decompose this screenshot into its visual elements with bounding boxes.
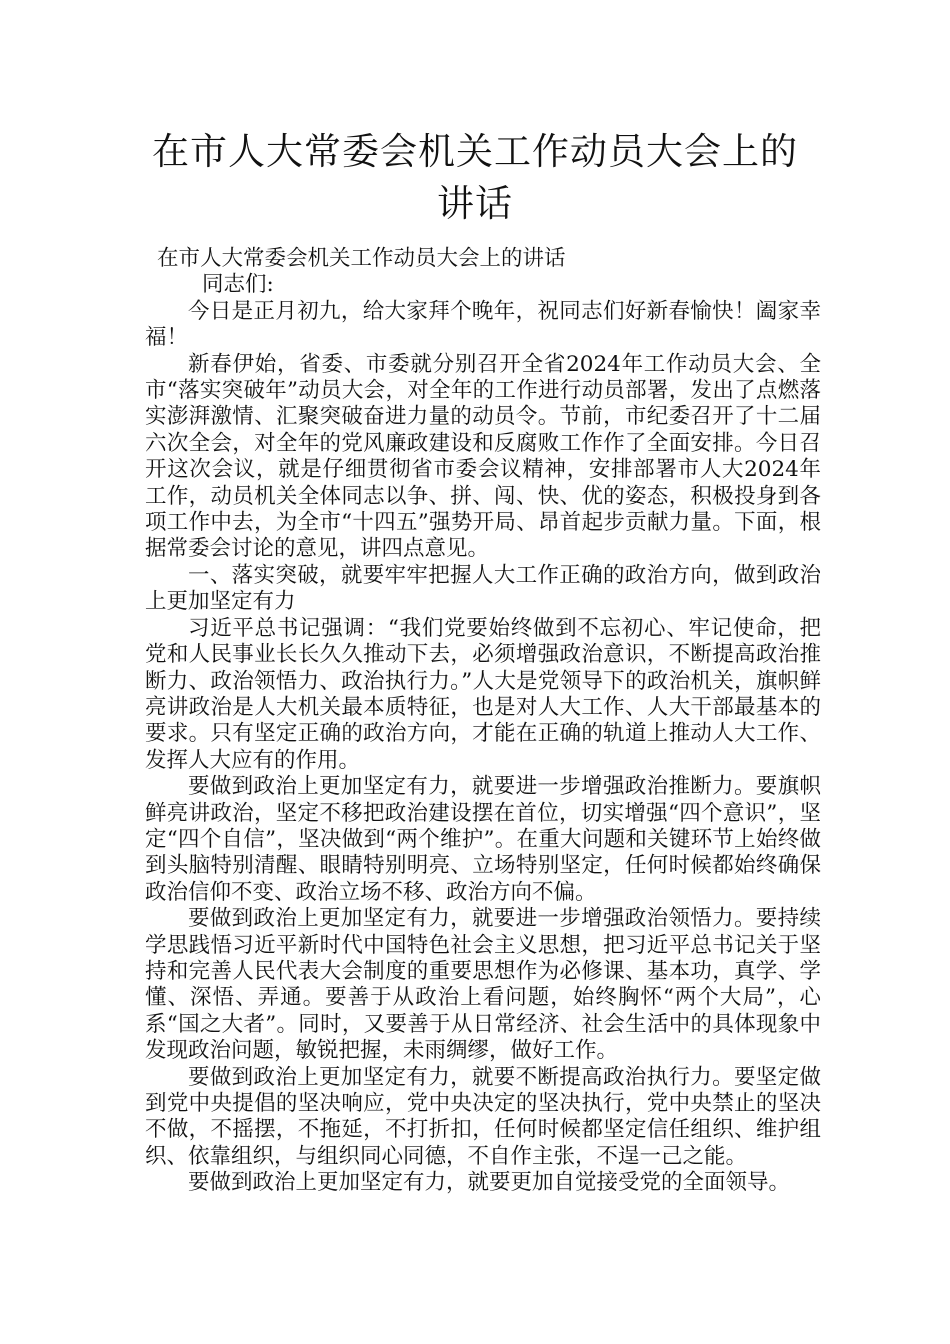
paragraph-intro: 新春伊始，省委、市委就分别召开全省2024年工作动员大会、全市“落实突破年”动员大会，对全年的工作进行动员部署，发出了点燃落实澎湃激情、汇聚突破奋进力量的动员令。节前，市纪委召开了十二届六次全会，对全年的党风廉政建设和反腐败工作作了全面安排。今日召开这次会议，就是仔细贯彻省市委会议精神，安排部署市人大2024年工作，动员机关全体同志以争、拼、闯、快、优的姿态，积极投身到各项工作中去，为全市“十四五”强势开局、昂首起步贡献力量。下面，根据常委会讨论的意见，讲四点意见。 [145, 351, 821, 562]
document-title: 在市人大常委会机关工作动员大会上的讲话 [152, 130, 798, 225]
document-subtitle: 在市人大常委会机关工作动员大会上的讲话 [157, 246, 566, 271]
document-body [145, 246, 821, 1197]
paragraph-leadership: 要做到政治上更加坚定有力，就要更加自觉接受党的全面领导。 [188, 1170, 791, 1196]
paragraph-comprehension: 要做到政治上更加坚定有力，就要进一步增强政治领悟力。要持续学思践悟习近平新时代中国特色社会主义思想，把习近平总书记关于坚持和完善人民代表大会制度的重要思想作为必修课、基本功，真学、学懂、深悟、弄通。要善于从政治上看问题，始终胸怀“两个大局”，心系“国之大者”。同时，又要善于从日常经济、社会生活中的具体现象中发现政治问题，敏锐把握，未雨绸缪，做好工作。 [145, 906, 821, 1064]
paragraph-execution: 要做到政治上更加坚定有力，就要不断提高政治执行力。要坚定做到党中央提倡的坚决响应，党中央决定的坚决执行，党中央禁止的坚决不做，不摇摆，不拖延，不打折扣，任何时候都坚定信任组织、维护组织、依靠组织，与组织同心同德，不自作主张，不逞一己之能。 [145, 1064, 821, 1169]
paragraph-quote: 习近平总书记强调：“我们党要始终做到不忘初心、牢记使命，把党和人民事业长长久久推动下去，必须增强政治意识，不断提高政治推断力、政治领悟力、政治执行力。”人大是党领导下的政治机关，旗帜鲜亮讲政治是人大机关最本质特征，也是对人大工作、人大干部最基本的要求。只有坚定正确的政治方向，才能在正确的轨道上推动人大工作、发挥人大应有的作用。 [145, 615, 821, 773]
paragraph-judgment: 要做到政治上更加坚定有力，就要进一步增强政治推断力。要旗帜鲜亮讲政治，坚定不移把政治建设摆在首位，切实增强“四个意识”，坚定“四个自信”，坚决做到“两个维护”。在重大问题和关键环节上始终做到头脑特别清醒、眼睛特别明亮、立场特别坚定，任何时候都始终确保政治信仰不变、政治立场不移、政治方向不偏。 [145, 774, 821, 905]
paragraph-greeting: 今日是正月初九，给大家拜个晚年，祝同志们好新春愉快！阖家幸福！ [145, 298, 821, 351]
salutation: 同志们: [202, 272, 274, 298]
section-heading-1: 一、落实突破，就要牢牢把握人大工作正确的政治方向，做到政治上更加坚定有力 [145, 562, 821, 615]
